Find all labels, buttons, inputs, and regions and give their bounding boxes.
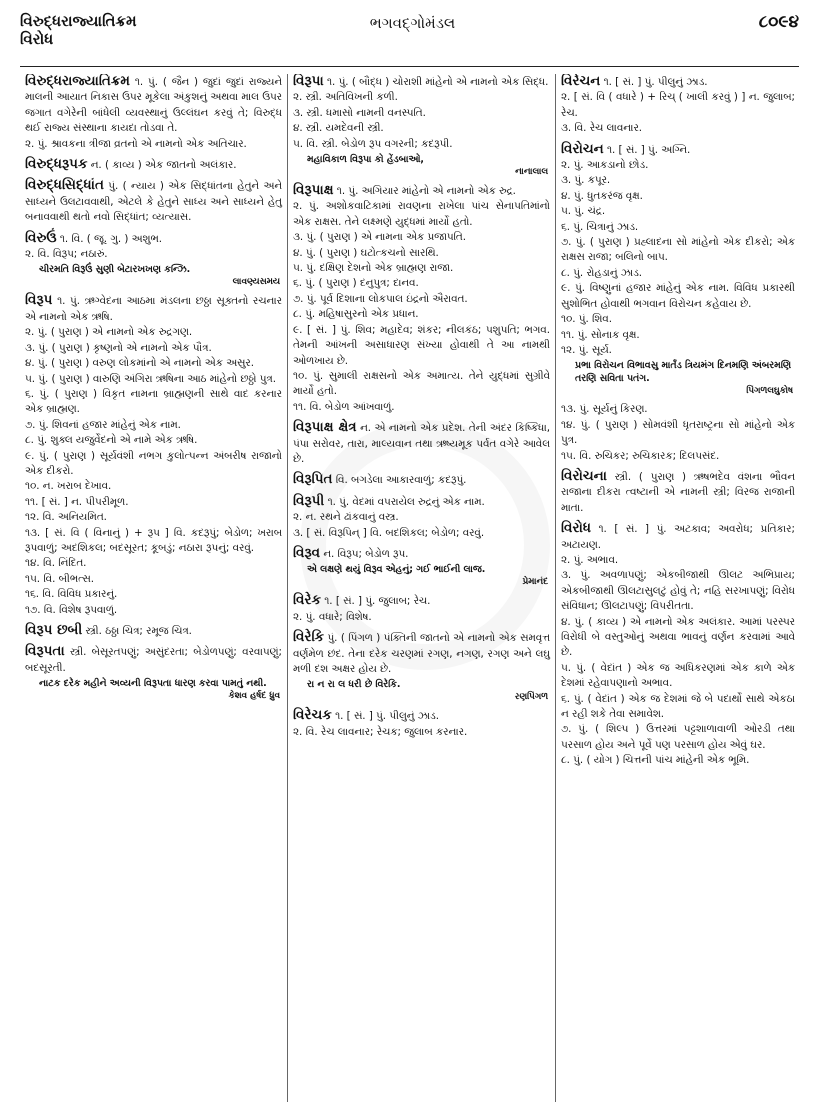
quotation-source: નાનાલાલ xyxy=(515,167,548,178)
entry-definition: વિરૂપી ૧. પું. વેદમાં વપરાયેલ રુદ્રનું એક નામ. xyxy=(293,492,485,509)
header-rule xyxy=(20,66,799,67)
entry-headword: વિરેક xyxy=(293,592,321,609)
entry-definition: ૩. [ સં. વિરૂપિન્ ] વિ. બદશિકલ; બેડોળ; વરવું. xyxy=(293,526,485,539)
entry-headword: વિરેકિ xyxy=(293,629,325,646)
entry-definition: વિરુઉં ૧. વિ. ( જૂ. ગુ. ) અશુભ. xyxy=(25,229,162,246)
entry-definition: વિરેચન ૧. [ સં. ] પું. પીલુનું ઝાડ. xyxy=(561,74,708,89)
page-number: ૮૦૯૪ xyxy=(758,12,799,32)
entry-headword: વિરોધ xyxy=(561,520,591,537)
entry-definition: વિરૂવ ન. વિરૂપ; બેડોળ રૂપ. xyxy=(293,544,409,561)
book-title: ભગવદ્ગોમંડલ xyxy=(369,14,456,32)
entry-definition: ૯. પું. વિષ્ણુનાં હજાર માંહેનું એક નામ. વિવિધ પ્રકારથી સુશોભિત હોવાથી ભગવાન વિરોચન કહેવાય છે. xyxy=(561,282,795,310)
entry-quotation: ચીરમતિ વિરૂઉં સુણી બેટારખખણ કન્ઝિ. xyxy=(39,264,191,276)
entry-definition: વિરૂપા ૧. પું. ( બૌદ્ધ ) ચોરાશી માંહેનો એ નામનો એક સિદ્ધ. xyxy=(293,74,549,89)
dictionary-columns xyxy=(20,74,800,1102)
dictionary-entry xyxy=(561,74,795,137)
entry-definition: ૪. પું. ( કાવ્ય ) એ નામનો એક અલંકાર. આમાં પરસ્પર વિરોધી બે વસ્તુઓનું અથવા ભાવનું વર્ણન કરવામાં આવે છે. xyxy=(561,615,795,659)
guide-word-first: વિરુદ્ધરાજ્યાતિક્રમ xyxy=(20,12,137,30)
entry-definition: ૫. વિ. સ્ત્રી. બેડોળ રૂપ વગરની; કદરૂપી. xyxy=(293,137,453,150)
entry-definition: ૭. પું. શિવનાં હજાર માંહેનું એક નામ. xyxy=(25,418,181,431)
entry-definition: ૧૩. [ સં. વિ ( વિનાનું ) + રૂપ ] વિ. કદરૂપું; બેડોળ; ખરાબ રૂપવાળું; અદશિકલ; બદસૂરત; કૂબડું; નઠારા રૂપનું; વરવું. xyxy=(25,526,282,554)
dictionary-entry xyxy=(561,142,795,398)
entry-quotation: નાટક દરેક મહીને અવ્યની વિરૂપતા ધારણ કરવા પામતું નથી. xyxy=(39,678,267,690)
dictionary-entry xyxy=(561,402,795,464)
dictionary-entry xyxy=(293,630,550,703)
dictionary-entry xyxy=(293,420,550,467)
entry-definition: વિરુદ્ધરાજ્યાતિક્રમ ૧. પું. ( જૈન ) જુદાં જુદાં રાજ્યને માલની આયાત નિકાસ ઉપર મૂકેલા અંકુશનું અથવા માલ ઉપર જગાત વગેરેની બાંધેલી વ્યવસ્થાનું ઉલ્લંઘન કરવું તે; વિરુદ્ધ થઈ રાજ્ય સંસ્થાના કાયદા તોડવા તે. xyxy=(25,74,282,135)
entry-definition: વિરોચના સ્ત્રી. ( પુરાણ ) ઋષભદેવ વંશના ભૌવન રાજાના દીકરા ત્વષ્ટાની એ નામની સ્ત્રી; વિરજ રાજાની માતા. xyxy=(561,467,795,514)
entry-headword: વિરુદ્ધસિદ્ધાંત xyxy=(25,177,104,194)
entry-definition: વિરૂપતા સ્ત્રી. બેસૂરતપણું; અસુંદરતા; બેડોળપણું; વરવાપણું; બદસૂરતી. xyxy=(25,643,282,674)
entry-definition: ૨. પું. ( પુરાણ ) એ નામનો એક રુદ્રગણ. xyxy=(25,326,193,339)
entry-definition: ૨. પું. શ્રાવકના ત્રીજા વ્રતનો એ નામનો એક અતિચાર. xyxy=(25,137,247,150)
entry-definition: ૬. પું. ( વેદાંત ) એક જ દેશમાં જે બે પદાર્થો સાથે એકઠા ન રહી શકે તેવા સમાવેશ. xyxy=(561,692,795,721)
entry-headword: વિરેચક xyxy=(293,707,332,724)
entry-headword: વિરોચન xyxy=(561,140,604,157)
entry-quotation: પ્રભા વિરોચન વિભાવસુ માર્તંડ ત્રિયમંગ દિનમણિ અંબરમણિ તરણિ સવિતા પતંગ. xyxy=(575,360,792,385)
entry-headword: વિરુદ્ધરૂપક xyxy=(25,156,88,173)
quotation-source: પ્રેમાનંદ xyxy=(522,577,548,588)
entry-definition: વિરોચન ૧. [ સં. ] પું. અગ્નિ. xyxy=(561,140,691,157)
entry-definition: ૧૩. પું. સૂર્યનું કિરણ. xyxy=(561,403,648,416)
entry-definition: ૬. પું. ચિત્રાનું ઝાડ. xyxy=(561,220,639,233)
entry-definition: ૧૧. પું. સોનાક વૃક્ષ. xyxy=(561,328,640,341)
dictionary-entry xyxy=(25,231,282,289)
entry-definition: ૮. પું. ( યોગ ) ચિત્તની પાંચ માંહેની એક ભૂમિ. xyxy=(561,754,750,767)
entry-headword: વિરેચન xyxy=(561,74,601,89)
entry-headword: વિરૂપા xyxy=(293,74,324,89)
entry-definition: ૭. પું. ( શિલ્પ ) ઉત્તરમાં પટ્ટશાળાવાળી ઓરડી તથા પરસાળ હોય અને પૂર્વે પણ પરસાળ હોય એવું ઘર. xyxy=(561,723,795,751)
entry-definition: ૩. પું. ( પુરાણ ) એ નામના એક પ્રજાપતિ. xyxy=(293,231,466,244)
entry-definition: ૩. વિ. રેચ લાવનાર. xyxy=(561,122,643,135)
entry-definition: ૧૫. વિ. રુચિકર; રુચિકારક; દિલપસંદ. xyxy=(561,449,720,462)
entry-definition: ૧૭. વિ. વિશેષ રૂપવાળું. xyxy=(25,603,118,616)
entry-quotation: મહાવિકાળ વિરૂપા કો હેંડબાઓ, xyxy=(307,154,424,166)
entry-definition: ૧૧. વિ. બેડોળ આંખવાળું. xyxy=(293,400,395,413)
dictionary-entry xyxy=(25,157,282,173)
page-header xyxy=(0,0,825,62)
dictionary-entry xyxy=(25,623,282,639)
dictionary-entry xyxy=(293,708,550,740)
entry-definition: ૨. પું. વધારે; વિશેષ. xyxy=(293,610,372,623)
entry-definition: ૧૦. પું. સુમાલી રાક્ષસનો એક અમાત્ય. તેને યુદ્ધમાં સુગ્રીવે માર્યો હતો. xyxy=(293,369,550,398)
entry-definition: ૨. ન. રથને ઢાંકવાનું વસ્ત્ર. xyxy=(293,511,399,524)
column-3 xyxy=(556,74,800,1102)
entry-headword: વિરુઉં xyxy=(25,229,57,246)
entry-definition: વિરોધ ૧. [ સં. ] પું. અટકાવ; અવરોધ; પ્રતિકાર; અટાયણ. xyxy=(561,520,795,551)
entry-definition: ૨. પું. અભાવ. xyxy=(561,553,619,566)
entry-definition: ૫. પું. ( વેદાંત ) એક જ અધિકરણમાં એક કાળે એક દેશમાં રહેવાપણાનો અભાવ. xyxy=(561,661,795,690)
entry-definition: ૧૦. પું. શિવ. xyxy=(561,313,612,326)
entry-headword: વિરૂપતા xyxy=(25,643,65,660)
entry-headword: વિરુદ્ધરાજ્યાતિક્રમ xyxy=(25,74,130,89)
entry-definition: ૧૨. વિ. અનિયમિત. xyxy=(25,511,107,524)
entry-definition: ૧૧. [ સં. ] ન. પીપરીમૂળ. xyxy=(25,495,129,508)
quotation-source: કેશવ હર્ષદ ધ્રુવ xyxy=(228,691,280,702)
entry-definition: ૯. [ સં. ] પું. શિવ; મહાદેવ; શંકર; નીલકંઠ; પશુપતિ; ભગવ. તેમની આંખની અસાધારણ સંખ્યા હોવાથી તે આ નામથી ઓળખાય છે. xyxy=(293,323,550,367)
entry-definition: ૭. પું. પૂર્વ દિશાના લોકપાલ ઇંદ્રનો ઐરાવત. xyxy=(293,292,468,305)
entry-definition: ૨. વિ. વિરૂપ; નઠારું. xyxy=(25,248,108,261)
entry-definition: વિરુદ્ધરૂપક ન. ( કાવ્ય ) એક જાતનો અલંકાર. xyxy=(25,156,237,173)
dictionary-entry xyxy=(293,546,550,588)
entry-definition: વિરૂપિત વિ. બગડેલા આકારવાળું; કદરૂપું. xyxy=(293,471,467,488)
entry-definition: ૪. પું. ( પુરાણ ) વરુણ લોકમાંનો એ નામનો એક અસુર. xyxy=(25,357,254,370)
dictionary-entry xyxy=(293,494,550,541)
entry-headword: વિરૂપાક્ષ xyxy=(293,182,334,199)
entry-headword: વિરૂપ xyxy=(25,292,53,309)
entry-headword: વિરૂપ છબી xyxy=(25,622,83,638)
entry-definition: વિરૂપાક્ષ ૧. પું. અગિયાર માંહેનો એ નામનો એક રુદ્ર. xyxy=(293,182,516,199)
entry-definition: ૩. પું. કપૂર. xyxy=(561,174,611,187)
entry-headword: વિરૂવ xyxy=(293,544,321,561)
dictionary-entry xyxy=(25,178,282,225)
guide-word-last: વિરોધ xyxy=(20,30,54,48)
column-2 xyxy=(288,74,556,1102)
entry-definition: વિરૂપ ૧. પું. ઋગ્વેદના આઠમા મંડલના છઠ્ઠા સૂક્તનો રચનાર એ નામનો એક ઋષિ. xyxy=(25,292,282,323)
dictionary-entry xyxy=(293,593,550,625)
dictionary-entry xyxy=(293,74,550,178)
entry-definition: ૨. પું. આકડાનો છોડ. xyxy=(561,159,649,172)
dictionary-entry xyxy=(293,183,550,415)
entry-definition: ૧૦. ન. ખરાબ દેખાવ. xyxy=(25,480,112,493)
entry-definition: ૩. સ્ત્રી. ધમાસો નામની વનસ્પતિ. xyxy=(293,106,426,119)
entry-definition: ૨. પું. અશોકવાટિકામાં રાવણના રાખેલા પાંચ સેનાપતિમાંનો એક રાક્ષસ. તેને લક્ષ્મણે યુદ્ધમાં માર્યો હતો. xyxy=(293,200,550,228)
entry-definition: વિરેક ૧. [ સં. ] પું. જુલાબ; રેચ. xyxy=(293,592,431,609)
entry-quotation: રા ન રા લ ધરી છે વિરેકિ. xyxy=(307,679,401,691)
entry-headword: વિરોચના xyxy=(561,467,607,484)
entry-headword: વિરૂપી xyxy=(293,492,325,509)
dictionary-entry xyxy=(293,472,550,488)
entry-definition: ૫. પું. ચંદ્ર. xyxy=(561,205,606,218)
quotation-source: રણપિંગળ xyxy=(514,692,548,703)
entry-definition: ૪. સ્ત્રી. યમદેવની સ્ત્રી. xyxy=(293,122,384,135)
entry-definition: ૧૨. પું. સૂર્ય. xyxy=(561,343,612,356)
quotation-source: પિંગળલઘુકોષ xyxy=(746,386,793,397)
entry-headword: વિરૂપાક્ષ ક્ષેત્ર xyxy=(293,419,357,436)
entry-definition: ૪. પું. ( પુરાણ ) ઘટોત્કચનો સારથિ. xyxy=(293,246,439,259)
dictionary-entry xyxy=(25,293,282,618)
quotation-source: લાવણ્યસમય xyxy=(232,277,280,288)
entry-definition: ૫. પું. દક્ષિણ દેશનો એક બ્રાહ્મણ રાજા. xyxy=(293,262,454,275)
entry-definition: ૧૪. વિ. નિંદિત. xyxy=(25,557,87,570)
entry-definition: ૯. પું. ( પુરાણ ) સૂર્યવંશી નભગ કુલોત્પન્ન અંબરીષ રાજાનો એક દીકરો. xyxy=(25,449,282,477)
entry-definition: વિરેચક ૧. [ સં. ] પું. પીલુનું ઝાડ. xyxy=(293,707,439,724)
entry-definition: ૨. વિ. રેચ લાવનાર; રેચક; જુલાબ કરનાર. xyxy=(293,725,468,738)
entry-definition: વિરુદ્ધસિદ્ધાંત પું. ( ન્યાય ) એક સિદ્ધાંતના હેતુને અને સાધ્યને ઉલટાવવાથી, એટલે કે હેતુને સાધ્ય અને સાધ્યને હેતુ બનાવવાથી થતો નવો સિદ્ધાંત; વ્યત્યાસ. xyxy=(25,177,282,224)
dictionary-entry xyxy=(561,469,795,516)
entry-definition: ૧૪. પું. ( પુરાણ ) સોમવંશી ધૃતરાષ્ટ્રના સો માંહેનો એક પુત્ર. xyxy=(561,418,795,447)
entry-definition: ૮. પું. મહિષાસુરનો એક પ્રધાન. xyxy=(293,308,419,321)
entry-definition: ૩. પું. ( પુરાણ ) કૃષ્ણનો એ નામનો એક પૌત્ર. xyxy=(25,341,212,354)
entry-definition: ૮. પું. રોહડાનું ઝાડ. xyxy=(561,266,643,279)
entry-definition: વિરેકિ પું. ( પિંગળ ) પંક્તિની જાતનો એ નામનો એક સમવૃત્ત વર્ણમેળ છંદ. તેના દરેક ચરણમાં રગણ, નગણ, રગણ અને લઘુ મળી દશ અક્ષર હોય છે. xyxy=(293,629,551,675)
entry-definition: ૬. પું. ( પુરાણ ) વિકૃત નામના બ્રાહ્મણની સાથે વાદ કરનાર એક બ્રાહ્મણ. xyxy=(25,387,282,416)
entry-definition: ૭. પું. ( પુરાણ ) પ્રહ્લાદના સો માંહેનો એક દીકરો; એક રાક્ષસ રાજા; બલિનો બાપ. xyxy=(561,236,795,264)
dictionary-entry xyxy=(561,521,795,769)
dictionary-entry xyxy=(25,74,282,152)
entry-definition: વિરૂપ છબી સ્ત્રી. ઠઠ્ઠા ચિત્ર; રમૂજ ચિત્ર. xyxy=(25,622,192,638)
entry-definition: ૫. પું. ( પુરાણ ) વારુણિ અંગિરા ઋષિના આઠ માંહેનો છઠ્ઠો પુત્ર. xyxy=(25,372,277,385)
entry-definition: ૨. સ્ત્રી. અતિવિખની કળી. xyxy=(293,91,398,104)
entry-definition: ૮. પું. શુક્લ યજુર્વેદનો એ નામે એક ઋષિ. xyxy=(25,434,198,447)
entry-quotation: એ લક્ષણે થયું વિરૂવ એહનું; ગઈ ભાઈની લાજ. xyxy=(307,564,486,576)
entry-definition: ૬. પું. ( પુરાણ ) દનુપુત્ર; દાનવ. xyxy=(293,277,419,290)
entry-definition: ૨. [ સં. વિ ( વધારે ) + રિચ્ ( ખાલી કરવું ) ] ન. જુલાબ; રેચ. xyxy=(561,91,795,119)
entry-definition: ૪. પું. ધુતકરંજ વૃક્ષ. xyxy=(561,189,643,202)
entry-definition: ૧૬. વિ. વિવિધ પ્રકારનું. xyxy=(25,588,118,601)
entry-definition: ૧૫. વિ. બીભત્સ. xyxy=(25,572,95,585)
column-1 xyxy=(20,74,288,1102)
dictionary-entry xyxy=(25,644,282,702)
entry-definition: વિરૂપાક્ષ ક્ષેત્ર ન. એ નામનો એક પ્રદેશ. તેની અંદર કિષ્કિંધા, પંપા સરોવર, તારા, માલ્યવાન તથા ઋષ્યમૂક પર્વત વગેરે આવેલ છે. xyxy=(293,419,550,465)
entry-headword: વિરૂપિત xyxy=(293,471,333,488)
entry-definition: ૩. પું. અવળાપણું; એકબીજાથી ઊલટ અભિપ્રાય; એકબીજાથી ઊલટાસુલટું હોવું તે; નહિ સરખાપણું; વિરોધ સંવિધાન; ઊલટાપણું; વિપરીતતા. xyxy=(561,569,795,613)
